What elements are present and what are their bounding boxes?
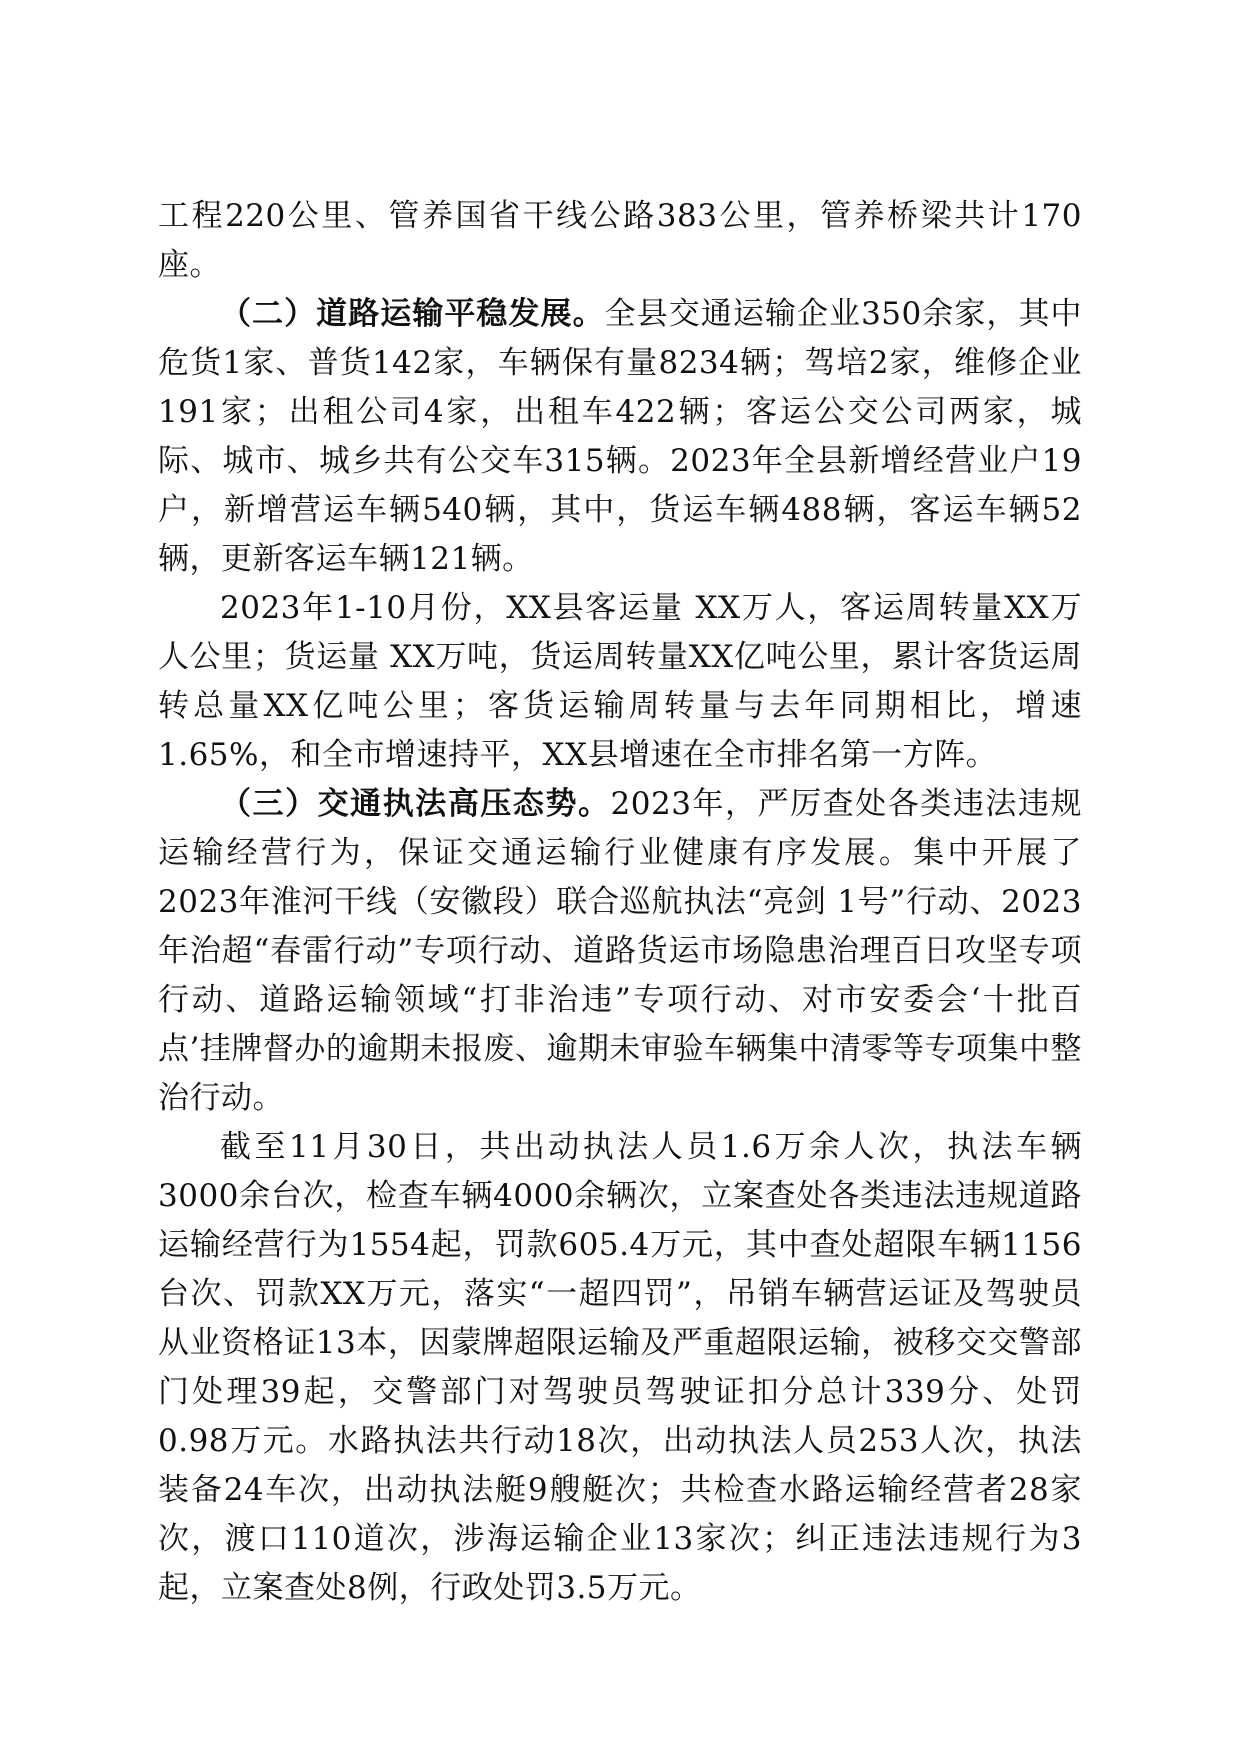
paragraph-continuation	[158, 192, 1082, 290]
paragraph-text: 工程220公里、管养国省干线公路383公里，管养桥梁共计170座。	[158, 198, 1082, 283]
paragraph-text: 2023年，严厉查处各类违法违规运输经营行为，保证交通运输行业健康有序发展。集中开展了2023年淮河干线（安徽段）联合巡航执法“亮剑 1号”行动、2023年治超“春雷行动”专项行动、道路货运市场隐患治理百日攻坚专项行动、道路运输领域“打非治违”专项行动、对市安委会‘十批百点’挂牌督办的逾期未报废、逾期未审验车辆集中清零等专项集中整治行动。	[158, 786, 1082, 1116]
section-heading-road-transport: （二）道路运输平稳发展。	[220, 296, 605, 332]
paragraph-enforcement-statistics	[158, 1123, 1082, 1613]
paragraph-text: 截至11月30日，共出动执法人员1.6万余人次，执法车辆3000余台次，检查车辆4000余辆次，立案查处各类违法违规道路运输经营行为1554起，罚款605.4万元，其中查处超限车辆1156台次、罚款XX万元，落实“一超四罚”，吊销车辆营运证及驾驶员从业资格证13本，因蒙牌超限运输及严重超限运输，被移交交警部门处理39起，交警部门对驾驶员驾驶证扣分总计339分、处罚0.98万元。水路执法共行动18次，出动执法人员253人次，执法装备24车次，出动执法艇9艘艇次；共检查水路运输经营者28家次，渡口110道次，涉海运输企业13家次；纠正违法违规行为3起，立案查处8例，行政处罚3.5万元。	[158, 1129, 1082, 1606]
paragraph-text: 2023年1-10月份，XX县客运量 XX万人，客运周转量XX万人公里；货运量 XX万吨，货运周转量XX亿吨公里，累计客货运周转总量XX亿吨公里；客货运输周转量与去年同期相比，增速1.65%，和全市增速持平，XX县增速在全市排名第一方阵。	[158, 590, 1082, 773]
paragraph-law-enforcement	[158, 780, 1082, 1123]
paragraph-text: 全县交通运输企业350余家，其中危货1家、普货142家，车辆保有量8234辆；驾培2家，维修企业191家；出租公司4家，出租车422辆；客运公交公司两家，城际、城市、城乡共有公交车315辆。2023年全县新增经营业户19户，新增营运车辆540辆，其中，货运车辆488辆，客运车辆52辆，更新客运车辆121辆。	[158, 296, 1082, 577]
document-body	[158, 192, 1082, 1613]
paragraph-transport-volume	[158, 584, 1082, 780]
paragraph-road-transport	[158, 290, 1082, 584]
section-heading-law-enforcement: （三）交通执法高压态势。	[220, 786, 611, 822]
